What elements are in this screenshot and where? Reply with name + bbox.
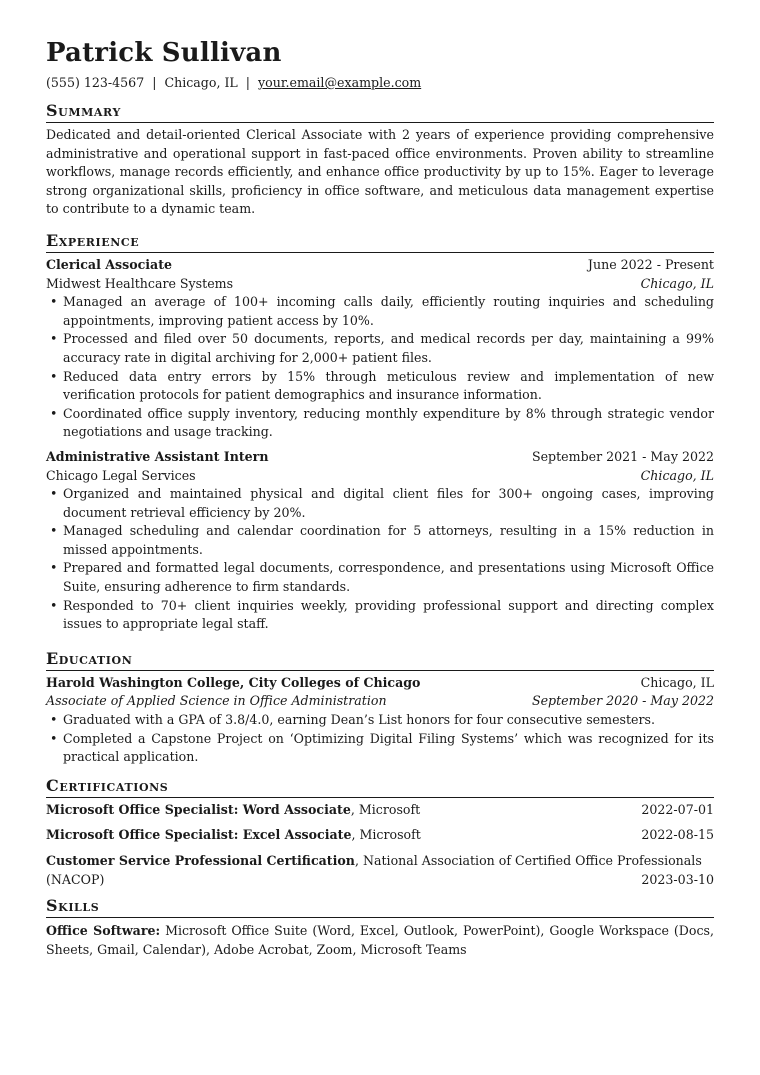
certification-date: 2022-07-01 [641, 801, 714, 817]
job-location: Chicago, IL [640, 275, 714, 291]
skills-list: Microsoft Office Suite (Word, Excel, Outlook, PowerPoint), Google Workspace (Docs, Sheets, Gmail, Calendar), Adobe Acrobat, Zoom, Microsoft Teams [46, 923, 714, 957]
certification-issuer-cont: (NACOP) [46, 871, 105, 887]
certification-item [46, 852, 714, 889]
certification-item [46, 826, 714, 845]
job-title: Administrative Assistant Intern [46, 448, 269, 464]
section-title-summary: Summary [46, 101, 714, 123]
company-name: Chicago Legal Services [46, 467, 196, 483]
school-location: Chicago, IL [640, 674, 714, 690]
certification-issuer: , National Association of Certified Office Professionals [354, 853, 702, 868]
certification-date: 2022-08-15 [641, 827, 714, 843]
summary-section [46, 101, 714, 219]
section-title-education: Education [46, 649, 714, 671]
certification-item [46, 801, 714, 820]
skills-text [46, 922, 714, 959]
skills-label: Office Software: [46, 923, 161, 939]
email-link[interactable]: your.email@example.com [258, 75, 422, 90]
certification-date: 2023-03-10 [641, 871, 714, 887]
section-title-experience: Experience [46, 231, 714, 253]
bullet-item: • Graduated with a GPA of 3.8/4.0, earning Dean’s List honors for four consecutive semesters. [63, 711, 714, 730]
job-dates: June 2022 - Present [587, 256, 714, 272]
phone-number: (555) 123-4567 [46, 75, 145, 90]
education-section [46, 649, 714, 767]
certification-name: Microsoft Office Specialist: Word Associate [46, 801, 351, 817]
education-dates: September 2020 - May 2022 [531, 693, 714, 709]
separator: | [245, 75, 251, 90]
school-name: Harold Washington College, City Colleges of Chicago [46, 674, 421, 690]
experience-section [46, 231, 714, 634]
bullet-item: • Responded to 70+ client inquiries weekly, providing professional support and directing complex issues to appropriate legal staff. [63, 597, 714, 634]
bullet-item: • Managed scheduling and calendar coordination for 5 attorneys, resulting in a 15% reduction in missed appointments. [63, 522, 714, 559]
certification-name: Microsoft Office Specialist: Excel Associate [46, 827, 352, 843]
bullet-item: • Processed and filed over 50 documents, reports, and medical records per day, maintaining a 99% accuracy rate in digital archiving for 2,000+ patient files. [63, 330, 714, 367]
job-bullets [46, 293, 714, 442]
job-location: Chicago, IL [640, 467, 714, 483]
certification-issuer: , Microsoft [351, 827, 421, 843]
section-title-skills: Skills [46, 896, 714, 918]
separator: | [152, 75, 157, 90]
job-entry [46, 256, 714, 442]
company-name: Midwest Healthcare Systems [46, 275, 234, 291]
contact-line [46, 74, 714, 92]
bullet-item: • Reduced data entry errors by 15% through meticulous review and implementation of new verification protocols for patient demographics and insurance information. [63, 368, 714, 405]
section-title-certifications: Certifications [46, 776, 714, 798]
summary-text: Dedicated and detail-oriented Clerical Associate with 2 years of experience providing comprehensive administrative and operational support in fast-paced office environments. Proven ability to streamline workflows, manage records efficiently, and enhance office productivity by up to 15%. Eager to leverage strong organizational skills, proficiency in office software, and meticulous data management expertise to contribute to a dynamic team. [46, 127, 714, 217]
location: Chicago, IL [164, 75, 238, 90]
job-entry [46, 448, 714, 634]
certification-name: Customer Service Professional Certification [46, 853, 355, 868]
degree-name: Associate of Applied Science in Office Administration [46, 693, 387, 709]
bullet-item: • Coordinated office supply inventory, reducing monthly expenditure by 8% through strategic vendor negotiations and usage tracking. [63, 405, 714, 442]
job-title: Clerical Associate [46, 256, 173, 272]
bullet-item: • Managed an average of 100+ incoming calls daily, efficiently routing inquiries and scheduling appointments, improving patient access by 10%. [63, 293, 714, 330]
skills-section [46, 896, 714, 959]
education-bullets [46, 711, 714, 767]
job-bullets [46, 485, 714, 634]
certification-issuer: , Microsoft [350, 801, 421, 817]
candidate-name: Patrick Sullivan [46, 38, 282, 68]
certifications-section [46, 776, 714, 889]
job-dates: September 2021 - May 2022 [531, 448, 714, 464]
bullet-item: • Completed a Capstone Project on ‘Optimizing Digital Filing Systems’ which was recognized for its practical application. [63, 730, 714, 767]
bullet-item: • Organized and maintained physical and digital client files for 300+ ongoing cases, improving document retrieval efficiency by 20%. [63, 485, 714, 522]
bullet-item: • Prepared and formatted legal documents, correspondence, and presentations using Microsoft Office Suite, ensuring adherence to firm standards. [63, 559, 714, 596]
